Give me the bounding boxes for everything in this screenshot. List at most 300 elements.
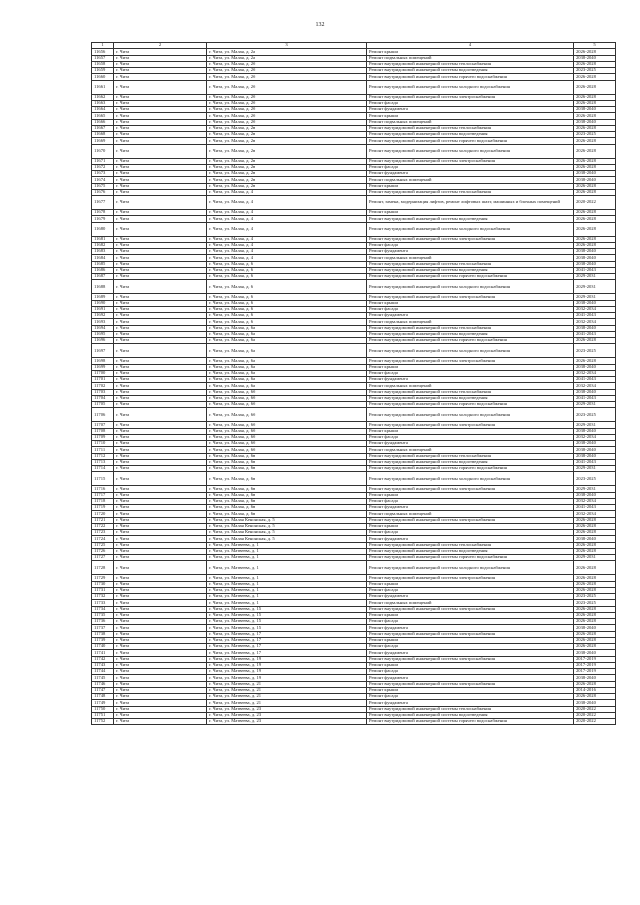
row-work: Ремонт крыши — [367, 113, 574, 119]
row-municipality: г. Чита — [114, 669, 207, 675]
row-period: 2026-2028 — [574, 138, 616, 144]
row-number: 11702 — [92, 383, 114, 389]
row-period: 2038-2040 — [574, 389, 616, 395]
row-address: г. Чита, ул. Малая, д. 6б — [207, 402, 367, 408]
row-work: Ремонт внутридомовой инженерной системы теплоснабжения — [367, 125, 574, 131]
row-period: 2026-2028 — [574, 606, 616, 612]
row-number: 11680 — [92, 222, 114, 236]
row-address: г. Чита, ул. Матвеева, д. 19 — [207, 656, 367, 662]
row-work: Ремонт фасада — [367, 587, 574, 593]
row-period: 2026-2028 — [574, 694, 616, 700]
row-work: Ремонт внутридомовой инженерной системы холодного водоснабжения — [367, 144, 574, 158]
row-municipality: г. Чита — [114, 177, 207, 183]
row-period: 2032-2034 — [574, 511, 616, 517]
row-period: 2026-2028 — [574, 216, 616, 222]
row-period: 2026-2028 — [574, 158, 616, 164]
row-number: 11695 — [92, 331, 114, 337]
row-address: г. Чита, ул. Матвеева, д. 21 — [207, 694, 367, 700]
row-work: Ремонт крыши — [367, 662, 574, 668]
row-period: 2026-2028 — [574, 49, 616, 55]
row-municipality: г. Чита — [114, 687, 207, 693]
row-period: 2026-2028 — [574, 637, 616, 643]
row-address: г. Чита, ул. Малая, д. 4 — [207, 210, 367, 216]
row-number: 11729 — [92, 575, 114, 581]
row-work: Ремонт фасада — [367, 100, 574, 106]
row-number: 11692 — [92, 313, 114, 319]
page-number: 132 — [315, 22, 325, 28]
row-municipality: г. Чита — [114, 453, 207, 459]
row-period: 2026-2028 — [574, 164, 616, 170]
row-period: 2026-2028 — [574, 575, 616, 581]
row-period: 2026-2028 — [574, 530, 616, 536]
row-number: 11660 — [92, 74, 114, 80]
row-address: г. Чита, ул. Матвеева, д. 21 — [207, 700, 367, 706]
row-period: 2020-2022 — [574, 712, 616, 718]
row-number: 11684 — [92, 255, 114, 261]
row-work: Ремонт фундамента — [367, 249, 574, 255]
row-number: 11668 — [92, 132, 114, 138]
row-number: 11678 — [92, 210, 114, 216]
row-work: Ремонт фундамента — [367, 536, 574, 542]
row-work: Ремонт внутридомовой инженерной системы водоотведения — [367, 712, 574, 718]
row-work: Ремонт внутридомовой инженерной системы водоотведения — [367, 548, 574, 554]
row-work: Ремонт фасада — [367, 370, 574, 376]
row-period: 2038-2040 — [574, 107, 616, 113]
row-address: г. Чита, ул. Малая, д. 2в — [207, 171, 367, 177]
row-work: Ремонт крыши — [367, 428, 574, 434]
row-work: Ремонт фундамента — [367, 441, 574, 447]
row-municipality: г. Чита — [114, 536, 207, 542]
row-address: г. Чита, ул. Матвеева, д. 1 — [207, 594, 367, 600]
row-period: 2041-2043 — [574, 377, 616, 383]
row-number: 11694 — [92, 325, 114, 331]
row-work: Ремонт фундамента — [367, 625, 574, 631]
row-work: Ремонт фундамента — [367, 377, 574, 383]
row-municipality: г. Чита — [114, 548, 207, 554]
row-municipality: г. Чита — [114, 377, 207, 383]
row-address: г. Чита, ул. Малая, д. 6в — [207, 511, 367, 517]
row-work: Ремонт внутридомовой инженерной системы теплоснабжения — [367, 389, 574, 395]
row-address: г. Чита, ул. Малая, д. 4 — [207, 249, 367, 255]
row-municipality: г. Чита — [114, 498, 207, 504]
row-work: Ремонт фасада — [367, 530, 574, 536]
row-period: 2026-2028 — [574, 210, 616, 216]
row-work: Ремонт внутридомовой инженерной системы теплоснабжения — [367, 453, 574, 459]
row-municipality: г. Чита — [114, 447, 207, 453]
row-number: 11721 — [92, 517, 114, 523]
row-work: Ремонт подвальных помещений — [367, 447, 574, 453]
row-period: 2017-2019 — [574, 669, 616, 675]
row-period: 2026-2028 — [574, 94, 616, 100]
row-municipality: г. Чита — [114, 517, 207, 523]
row-municipality: г. Чита — [114, 434, 207, 440]
row-period: 2032-2034 — [574, 306, 616, 312]
row-period: 2032-2034 — [574, 434, 616, 440]
row-address: г. Чита, ул. Малая, д. 6б — [207, 389, 367, 395]
row-number: 11710 — [92, 441, 114, 447]
column-header-work-type: 4 — [367, 43, 574, 49]
row-number: 11670 — [92, 144, 114, 158]
table-row — [92, 561, 616, 575]
row-work: Ремонт внутридомовой инженерной системы электроснабжения — [367, 606, 574, 612]
row-municipality: г. Чита — [114, 523, 207, 529]
row-municipality: г. Чита — [114, 650, 207, 656]
row-municipality: г. Чита — [114, 612, 207, 618]
row-period: 2026-2028 — [574, 100, 616, 106]
table-row — [92, 280, 616, 294]
row-period: 2038-2040 — [574, 300, 616, 306]
row-work: Ремонт внутридомовой инженерной системы теплоснабжения — [367, 706, 574, 712]
row-work: Ремонт внутридомовой инженерной системы водоотведения — [367, 132, 574, 138]
row-number: 11663 — [92, 100, 114, 106]
row-address: г. Чита, ул. Малая Кенонская, д. 5 — [207, 536, 367, 542]
row-municipality: г. Чита — [114, 74, 207, 80]
row-work: Ремонт внутридомовой инженерной системы электроснабжения — [367, 422, 574, 428]
row-number: 11740 — [92, 644, 114, 650]
row-municipality: г. Чита — [114, 319, 207, 325]
row-municipality: г. Чита — [114, 358, 207, 364]
row-period: 2038-2040 — [574, 249, 616, 255]
row-number: 11657 — [92, 55, 114, 61]
row-address: г. Чита, ул. Малая, д. 6в — [207, 472, 367, 486]
row-municipality: г. Чита — [114, 575, 207, 581]
row-address: г. Чита, ул. Малая, д. 2а — [207, 55, 367, 61]
row-period: 2041-2043 — [574, 395, 616, 401]
row-address: г. Чита, ул. Малая, д. 2в — [207, 138, 367, 144]
row-municipality: г. Чита — [114, 408, 207, 422]
row-period: 2026-2028 — [574, 542, 616, 548]
row-number: 11715 — [92, 472, 114, 486]
row-period: 2026-2028 — [574, 548, 616, 554]
row-address: г. Чита, ул. Малая, д. 6 — [207, 280, 367, 294]
row-address: г. Чита, ул. Матвеева, д. 17 — [207, 637, 367, 643]
row-work: Ремонт внутридомовой инженерной системы горячего водоснабжения — [367, 74, 574, 80]
row-municipality: г. Чита — [114, 587, 207, 593]
row-number: 11718 — [92, 498, 114, 504]
row-work: Ремонт внутридомовой инженерной системы теплоснабжения — [367, 325, 574, 331]
row-number: 11679 — [92, 216, 114, 222]
row-period: 2023-2025 — [574, 472, 616, 486]
row-municipality: г. Чита — [114, 306, 207, 312]
row-number: 11749 — [92, 700, 114, 706]
row-period: 2038-2040 — [574, 447, 616, 453]
row-municipality: г. Чита — [114, 222, 207, 236]
row-work: Ремонт внутридомовой инженерной системы электроснабжения — [367, 656, 574, 662]
row-address: г. Чита, ул. Малая, д. 6б — [207, 428, 367, 434]
table-row — [92, 144, 616, 158]
row-work: Ремонт подвальных помещений — [367, 177, 574, 183]
row-municipality: г. Чита — [114, 313, 207, 319]
row-work: Ремонт крыши — [367, 210, 574, 216]
row-address: г. Чита, ул. Матвеева, д. 1 — [207, 581, 367, 587]
row-period: 2038-2040 — [574, 177, 616, 183]
row-address: г. Чита, ул. Матвеева, д. 19 — [207, 675, 367, 681]
row-address: г. Чита, ул. Малая, д. 6в — [207, 486, 367, 492]
row-period: 2026-2028 — [574, 681, 616, 687]
row-number: 11701 — [92, 377, 114, 383]
row-work: Ремонт внутридомовой инженерной системы водоотведения — [367, 331, 574, 337]
row-number: 11713 — [92, 459, 114, 465]
row-address: г. Чита, ул. Матвеева, д. 17 — [207, 631, 367, 637]
row-address: г. Чита, ул. Малая, д. 4 — [207, 216, 367, 222]
row-address: г. Чита, ул. Малая, д. 4 — [207, 196, 367, 210]
row-municipality: г. Чита — [114, 196, 207, 210]
row-number: 11720 — [92, 511, 114, 517]
row-municipality: г. Чита — [114, 132, 207, 138]
row-municipality: г. Чита — [114, 594, 207, 600]
row-number: 11732 — [92, 594, 114, 600]
row-number: 11751 — [92, 712, 114, 718]
row-municipality: г. Чита — [114, 644, 207, 650]
row-work: Ремонт фасада — [367, 434, 574, 440]
row-period: 2029-2031 — [574, 555, 616, 561]
row-work: Ремонт внутридомовой инженерной системы водоотведения — [367, 395, 574, 401]
row-number: 11666 — [92, 119, 114, 125]
row-period: 2038-2040 — [574, 119, 616, 125]
row-address: г. Чита, ул. Малая, д. 6 — [207, 261, 367, 267]
row-municipality: г. Чита — [114, 300, 207, 306]
row-work: Ремонт внутридомовой инженерной системы электроснабжения — [367, 631, 574, 637]
row-municipality: г. Чита — [114, 113, 207, 119]
row-number: 11690 — [92, 300, 114, 306]
row-municipality: г. Чита — [114, 236, 207, 242]
row-municipality: г. Чита — [114, 325, 207, 331]
row-period: 2041-2043 — [574, 505, 616, 511]
row-address: г. Чита, ул. Матвеева, д. 17 — [207, 644, 367, 650]
row-address: г. Чита, ул. Матвеева, д. 17 — [207, 650, 367, 656]
table-row — [92, 344, 616, 358]
row-work: Ремонт внутридомовой инженерной системы электроснабжения — [367, 236, 574, 242]
row-address: г. Чита, ул. Малая, д. 6б — [207, 441, 367, 447]
row-work: Ремонт внутридомовой инженерной системы горячего водоснабжения — [367, 138, 574, 144]
row-period: 2029-2031 — [574, 422, 616, 428]
row-municipality: г. Чита — [114, 694, 207, 700]
row-number: 11700 — [92, 370, 114, 376]
row-period: 2032-2034 — [574, 498, 616, 504]
row-work: Ремонт фасада — [367, 644, 574, 650]
row-address: г. Чита, ул. Малая, д. 6 — [207, 267, 367, 273]
row-address: г. Чита, ул. Малая, д. 6а — [207, 370, 367, 376]
row-municipality: г. Чита — [114, 125, 207, 131]
row-work: Ремонт фундамента — [367, 675, 574, 681]
row-municipality: г. Чита — [114, 274, 207, 280]
row-work: Ремонт внутридомовой инженерной системы электроснабжения — [367, 575, 574, 581]
row-period: 2038-2040 — [574, 441, 616, 447]
row-municipality: г. Чита — [114, 94, 207, 100]
row-address: г. Чита, ул. Малая, д. 2в — [207, 132, 367, 138]
row-address: г. Чита, ул. Малая, д. 2б — [207, 68, 367, 74]
row-period: 2026-2028 — [574, 631, 616, 637]
row-work: Ремонт крыши — [367, 687, 574, 693]
row-period: 2026-2028 — [574, 242, 616, 248]
row-municipality: г. Чита — [114, 466, 207, 472]
row-work: Ремонт внутридомовой инженерной системы электроснабжения — [367, 94, 574, 100]
table-row — [92, 196, 616, 210]
row-municipality: г. Чита — [114, 49, 207, 55]
row-number: 11743 — [92, 662, 114, 668]
row-work: Ремонт крыши — [367, 581, 574, 587]
row-municipality: г. Чита — [114, 144, 207, 158]
row-address: г. Чита, ул. Малая, д. 2в — [207, 125, 367, 131]
row-municipality: г. Чита — [114, 261, 207, 267]
row-address: г. Чита, ул. Малая Кенонская, д. 5 — [207, 530, 367, 536]
row-period: 2023-2025 — [574, 68, 616, 74]
row-period: 2038-2040 — [574, 364, 616, 370]
row-work: Ремонт внутридомовой инженерной системы электроснабжения — [367, 358, 574, 364]
row-period: 2029-2031 — [574, 280, 616, 294]
row-address: г. Чита, ул. Малая, д. 6в — [207, 492, 367, 498]
row-address: г. Чита, ул. Малая, д. 6б — [207, 395, 367, 401]
row-work: Ремонт внутридомовой инженерной системы горячего водоснабжения — [367, 338, 574, 344]
row-municipality: г. Чита — [114, 441, 207, 447]
row-address: г. Чита, ул. Матвеева, д. 15 — [207, 619, 367, 625]
row-work: Ремонт внутридомовой инженерной системы холодного водоснабжения — [367, 344, 574, 358]
row-period: 2020-2022 — [574, 196, 616, 210]
row-period: 2032-2034 — [574, 319, 616, 325]
row-number: 11719 — [92, 505, 114, 511]
row-work: Ремонт фундамента — [367, 700, 574, 706]
row-address: г. Чита, ул. Малая, д. 6б — [207, 408, 367, 422]
row-number: 11742 — [92, 656, 114, 662]
row-number: 11675 — [92, 183, 114, 189]
row-municipality: г. Чита — [114, 631, 207, 637]
row-address: г. Чита, ул. Малая, д. 6а — [207, 377, 367, 383]
row-number: 11699 — [92, 364, 114, 370]
row-address: г. Чита, ул. Матвеева, д. 23 — [207, 712, 367, 718]
row-work: Ремонт фундамента — [367, 313, 574, 319]
table-row — [92, 719, 616, 725]
row-number: 11693 — [92, 319, 114, 325]
row-address: г. Чита, ул. Малая, д. 6а — [207, 338, 367, 344]
row-address: г. Чита, ул. Малая, д. 6в — [207, 505, 367, 511]
row-address: г. Чита, ул. Малая, д. 2б — [207, 107, 367, 113]
row-address: г. Чита, ул. Малая, д. 2б — [207, 80, 367, 94]
row-work: Ремонт внутридомовой инженерной системы горячего водоснабжения — [367, 555, 574, 561]
row-work: Ремонт внутридомовой инженерной системы электроснабжения — [367, 681, 574, 687]
row-municipality: г. Чита — [114, 530, 207, 536]
row-period: 2026-2028 — [574, 587, 616, 593]
row-address: г. Чита, ул. Малая, д. 6а — [207, 358, 367, 364]
row-municipality: г. Чита — [114, 267, 207, 273]
row-period: 2038-2040 — [574, 675, 616, 681]
row-work: Ремонт подвальных помещений — [367, 119, 574, 125]
row-municipality: г. Чита — [114, 80, 207, 94]
row-number: 11747 — [92, 687, 114, 693]
row-municipality: г. Чита — [114, 210, 207, 216]
row-address: г. Чита, ул. Малая, д. 6а — [207, 383, 367, 389]
row-municipality: г. Чита — [114, 294, 207, 300]
row-work: Ремонт подвальных помещений — [367, 600, 574, 606]
row-number: 11727 — [92, 555, 114, 561]
row-work: Ремонт внутридомовой инженерной системы горячего водоснабжения — [367, 466, 574, 472]
row-municipality: г. Чита — [114, 675, 207, 681]
row-address: г. Чита, ул. Малая, д. 6в — [207, 466, 367, 472]
row-address: г. Чита, ул. Малая, д. 4 — [207, 189, 367, 195]
row-number: 11745 — [92, 675, 114, 681]
row-period: 2038-2040 — [574, 650, 616, 656]
row-number: 11688 — [92, 280, 114, 294]
column-header-number: 1 — [92, 43, 114, 49]
row-municipality: г. Чита — [114, 331, 207, 337]
row-municipality: г. Чита — [114, 100, 207, 106]
row-period: 2038-2040 — [574, 171, 616, 177]
row-number: 11746 — [92, 681, 114, 687]
row-number: 11671 — [92, 158, 114, 164]
row-municipality: г. Чита — [114, 459, 207, 465]
row-address: г. Чита, ул. Малая, д. 6б — [207, 447, 367, 453]
row-period: 2026-2028 — [574, 236, 616, 242]
row-address: г. Чита, ул. Малая, д. 2б — [207, 74, 367, 80]
row-work: Ремонт крыши — [367, 492, 574, 498]
row-number: 11691 — [92, 306, 114, 312]
row-number: 11659 — [92, 68, 114, 74]
row-period: 2038-2040 — [574, 625, 616, 631]
row-number: 11703 — [92, 389, 114, 395]
row-municipality: г. Чита — [114, 637, 207, 643]
row-number: 11734 — [92, 606, 114, 612]
row-address: г. Чита, ул. Малая Кенонская, д. 5 — [207, 517, 367, 523]
row-municipality: г. Чита — [114, 249, 207, 255]
row-address: г. Чита, ул. Малая, д. 2б — [207, 100, 367, 106]
row-work: Ремонт крыши — [367, 183, 574, 189]
row-work: Ремонт фундамента — [367, 505, 574, 511]
row-municipality: г. Чита — [114, 581, 207, 587]
row-work: Ремонт внутридомовой инженерной системы электроснабжения — [367, 294, 574, 300]
row-period: 2038-2040 — [574, 536, 616, 542]
row-work: Ремонт фасада — [367, 164, 574, 170]
row-work: Ремонт внутридомовой инженерной системы теплоснабжения — [367, 261, 574, 267]
row-municipality: г. Чита — [114, 383, 207, 389]
row-period: 2032-2034 — [574, 370, 616, 376]
row-municipality: г. Чита — [114, 606, 207, 612]
row-period: 2029-2031 — [574, 294, 616, 300]
row-address: г. Чита, ул. Матвеева, д. 19 — [207, 669, 367, 675]
row-address: г. Чита, ул. Матвеева, д. 15 — [207, 612, 367, 618]
row-period: 2026-2028 — [574, 358, 616, 364]
row-period: 2038-2040 — [574, 453, 616, 459]
row-period: 2026-2028 — [574, 189, 616, 195]
row-period: 2026-2028 — [574, 338, 616, 344]
row-municipality: г. Чита — [114, 662, 207, 668]
row-address: г. Чита, ул. Матвеева, д. 15 — [207, 625, 367, 631]
row-number: 11669 — [92, 138, 114, 144]
column-header-period: 5 — [574, 43, 616, 49]
row-work: Ремонт фасада — [367, 694, 574, 700]
row-number: 11676 — [92, 189, 114, 195]
row-number: 11711 — [92, 447, 114, 453]
row-period: 2026-2028 — [574, 125, 616, 131]
row-number: 11737 — [92, 625, 114, 631]
row-work: Ремонт фасада — [367, 498, 574, 504]
row-period: 2041-2043 — [574, 459, 616, 465]
row-number: 11722 — [92, 523, 114, 529]
row-municipality: г. Чита — [114, 216, 207, 222]
row-work: Ремонт внутридомовой инженерной системы электроснабжения — [367, 486, 574, 492]
row-period: 2041-2043 — [574, 267, 616, 273]
row-number: 11724 — [92, 536, 114, 542]
row-address: г. Чита, ул. Малая, д. 2в — [207, 144, 367, 158]
row-address: г. Чита, ул. Малая, д. 6б — [207, 434, 367, 440]
row-period: 2023-2025 — [574, 600, 616, 606]
row-work: Ремонт внутридомовой инженерной системы водоотведения — [367, 267, 574, 273]
row-municipality: г. Чита — [114, 158, 207, 164]
row-address: г. Чита, ул. Малая, д. 2б — [207, 94, 367, 100]
row-period: 2026-2028 — [574, 517, 616, 523]
row-work: Ремонт фундамента — [367, 171, 574, 177]
row-municipality: г. Чита — [114, 242, 207, 248]
row-number: 11683 — [92, 249, 114, 255]
row-work: Ремонт подвальных помещений — [367, 255, 574, 261]
